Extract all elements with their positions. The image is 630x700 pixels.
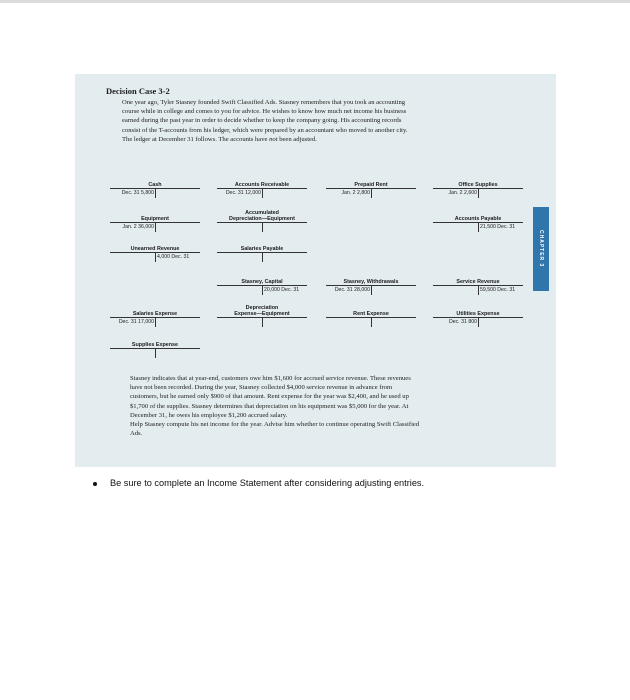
t-account-debit: Jan. 2 2,800 bbox=[341, 190, 370, 196]
intro-end: been adjusted. bbox=[279, 135, 317, 143]
t-account-name: Salaries Payable bbox=[240, 245, 284, 252]
t-account-depreciation-expense bbox=[217, 304, 307, 339]
t-account-cash bbox=[110, 181, 200, 210]
case-paragraph-2: Stasney indicates that at year-end, customers owe him $1,600 for accrued service revenue. These revenues have not been recorded. During the year, Stasney collected $4,000 service revenue in advance from customers, but he earned only $900 of that amount. Rent expense for the year was $2,400, and he used up $1,700 of the supplies. Stasney determines that depreciation on his equipment was $5,000 for the year. At December 31, he owes his employee $1,200 accrued salary. bbox=[130, 375, 411, 419]
t-account-name: Prepaid Rent bbox=[354, 181, 388, 188]
t-account-debit: Dec. 31 800 bbox=[449, 319, 477, 325]
chapter-tab bbox=[533, 207, 549, 291]
instruction-bullet bbox=[93, 478, 424, 488]
t-account-name bbox=[217, 305, 307, 317]
t-account-debit: Dec. 31 5,800 bbox=[121, 190, 154, 196]
t-account-name-line2: Depreciation—Equipment bbox=[229, 215, 295, 222]
t-account-debit: Jan. 2 2,600 bbox=[448, 190, 477, 196]
t-account-name: Office Supplies bbox=[458, 181, 498, 188]
t-account-service-revenue bbox=[433, 278, 523, 307]
t-account-debit: Dec. 31 28,000 bbox=[334, 287, 370, 293]
t-account-name-line1: Depreciation bbox=[245, 304, 279, 311]
intro-emphasis: not bbox=[269, 135, 278, 143]
t-account-name: Stasney, Withdrawals bbox=[343, 278, 399, 285]
t-account-unearned-revenue bbox=[110, 245, 200, 274]
top-divider bbox=[0, 0, 630, 3]
case-intro bbox=[122, 98, 418, 144]
intro-text: One year ago, Tyler Stasney founded Swift Classified Ads. Stasney remembers that you took an accounting course while in college and comes to you for advice. He wishes to know how much net income his business earned during the past year in order to decide whether to keep the company going. His accounting records consist of the T-accounts from his ledger, which were prepared by an accountant who moved to another city. The ledger at December 31 follows. The accounts have bbox=[122, 99, 408, 143]
t-account-name: Salaries Expense bbox=[132, 310, 178, 317]
t-account-name: Equipment bbox=[141, 215, 169, 222]
t-account-name bbox=[217, 210, 307, 222]
t-account-office-supplies bbox=[433, 181, 523, 210]
t-account-rent-expense bbox=[326, 310, 416, 339]
t-account-debit: Jan. 2 36,000 bbox=[122, 224, 154, 230]
t-account-name-line2: Expense—Equipment bbox=[234, 310, 290, 317]
t-account-equipment bbox=[110, 215, 200, 244]
t-account-credit: 20,000 Dec. 31 bbox=[264, 287, 300, 293]
t-account-accounts-receivable bbox=[217, 181, 307, 210]
chapter-tab-label: CHAPTER 3 bbox=[538, 230, 544, 268]
t-account-name: Utilities Expense bbox=[456, 310, 500, 317]
t-account-utilities-expense bbox=[433, 310, 523, 339]
t-account-name: Unearned Revenue bbox=[130, 245, 180, 252]
t-account-name: Accounts Payable bbox=[454, 215, 502, 222]
t-account-credit: 4,000 Dec. 31 bbox=[157, 254, 190, 260]
t-account-supplies-expense bbox=[110, 341, 200, 370]
t-account-name: Cash bbox=[148, 181, 162, 188]
t-account-prepaid-rent bbox=[326, 181, 416, 210]
case-paragraph-3: Help Stasney compute his net income for the year. Advise him whether to continue operating Swift Classified Ads. bbox=[130, 421, 420, 438]
t-account-salaries-expense bbox=[110, 310, 200, 339]
t-account-name: Service Revenue bbox=[456, 278, 500, 285]
bullet-icon bbox=[93, 482, 97, 486]
t-account-name: Stasney, Capital bbox=[241, 278, 283, 285]
t-account-accumulated-depreciation bbox=[217, 209, 307, 244]
t-account-name: Rent Expense bbox=[353, 310, 389, 317]
t-account-stasney-withdrawals bbox=[326, 278, 416, 307]
t-account-accounts-payable bbox=[433, 215, 523, 244]
t-account-name-line1: Accumulated bbox=[245, 209, 279, 216]
t-account-salaries-payable bbox=[217, 245, 307, 274]
t-account-name: Accounts Receivable bbox=[234, 181, 290, 188]
t-account-credit: 21,500 Dec. 31 bbox=[480, 224, 516, 230]
instruction-text: Be sure to complete an Income Statement after considering adjusting entries. bbox=[110, 478, 425, 488]
t-account-credit: 59,500 Dec. 31 bbox=[480, 287, 516, 293]
t-account-debit: Dec. 31 17,000 bbox=[118, 319, 154, 325]
t-account-name: Supplies Expense bbox=[131, 341, 179, 348]
case-conclusion bbox=[122, 374, 422, 438]
t-account-debit: Dec. 31 12,000 bbox=[225, 190, 261, 196]
case-title: Decision Case 3-2 bbox=[106, 86, 170, 96]
